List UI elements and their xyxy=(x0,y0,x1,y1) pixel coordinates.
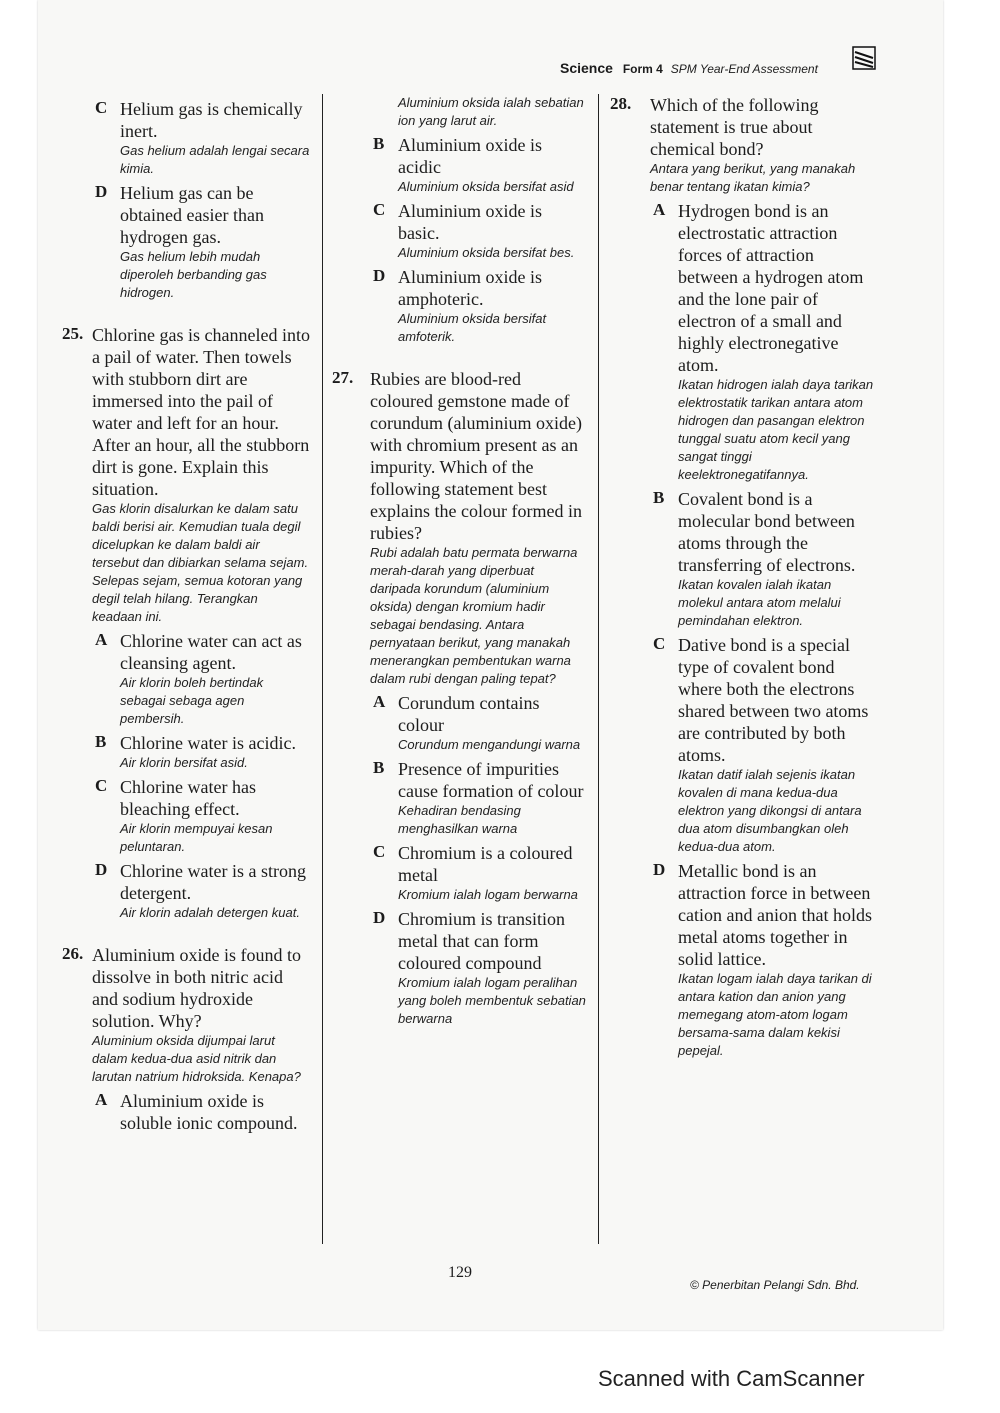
option-translation: Aluminium oksida ialah sebatian ion yang larut air. xyxy=(398,95,584,128)
question-translation: Antara yang berikut, yang manakah benar tentang ikatan kimia? xyxy=(650,161,856,194)
form-label: Form 4 xyxy=(622,62,663,76)
option-letter: D xyxy=(95,182,108,201)
question-text: Which of the following statement is true about chemical bond? xyxy=(650,95,819,159)
page-header xyxy=(560,60,818,76)
option-b[interactable] xyxy=(92,732,310,772)
option-translation: Corundum mengandungi warna xyxy=(398,737,581,752)
option-translation: Air klorin boleh bertindak sebagai sebaga agen pembersih. xyxy=(120,675,264,726)
option-translation: Gas helium lebih mudah diperoleh berbanding gas hidrogen. xyxy=(120,249,267,300)
assessment-label: SPM Year-End Assessment xyxy=(670,62,818,76)
question-translation: Aluminium oksida dijumpai larut dalam kedua-dua asid nitrik dan larutan natrium hidroksida. Kenapa? xyxy=(92,1033,301,1084)
question-number: 28. xyxy=(610,94,632,113)
option-text: Chromium is transition metal that can form coloured compound xyxy=(398,909,566,973)
option-text: Chlorine water can act as cleansing agent. xyxy=(120,631,302,673)
copyright-notice: © Penerbitan Pelangi Sdn. Bhd. xyxy=(690,1278,860,1292)
option-text: Chlorine water is acidic. xyxy=(120,733,296,753)
option-letter: D xyxy=(95,860,108,879)
option-c[interactable] xyxy=(370,200,586,262)
question-translation: Gas klorin disalurkan ke dalam satu baldi berisi air. Kemudian tuala degil dicelupkan ke dalam baldi air tersebut dan dibiarkan selama sejam. Selepas sejam, semua kotoran yang degil telah hilang. Terangkan keadaan ini. xyxy=(92,501,309,624)
option-d[interactable] xyxy=(92,860,310,922)
option-translation: Air klorin mempuyai kesan peluntaran. xyxy=(120,821,273,854)
option-translation: Kehadiran bendasing menghasilkan warna xyxy=(398,803,521,836)
option-translation: Ikatan logam ialah daya tarikan di antara kation dan anion yang memegang atom-atom logam bersama-sama dalam kekisi pepejal. xyxy=(678,971,872,1058)
option-translation: Ikatan kovalen ialah ikatan molekul antara atom melalui pemindahan elektron. xyxy=(678,577,841,628)
option-d[interactable] xyxy=(370,266,586,346)
option-text: Aluminium oxide is amphoteric. xyxy=(398,267,542,309)
option-letter: D xyxy=(373,266,386,285)
option-letter: C xyxy=(95,776,108,795)
option-text: Helium gas is chemically inert. xyxy=(120,99,303,141)
option-translation: Kromium ialah logam berwarna xyxy=(398,887,578,902)
option-letter: A xyxy=(95,1090,108,1109)
option-translation: Aluminium oksida bersifat asid xyxy=(398,179,574,194)
option-a[interactable] xyxy=(370,692,586,754)
question-text: Rubies are blood-red coloured gemstone made of corundum (aluminium oxide) with chromium present as an impurity. Which of the following statement best explains the colour formed in rubies? xyxy=(370,369,582,543)
option-letter: A xyxy=(373,692,386,711)
option-text: Presence of impurities cause formation of colour xyxy=(398,759,584,801)
option-a[interactable] xyxy=(92,630,310,728)
option-translation: Ikatan hidrogen ialah daya tarikan elektrostatik tarikan antara atom hidrogen dan pasangan elektron tunggal suatu atom kecil yang sangat tinggi keelektronegatifannya. xyxy=(678,377,874,482)
option-d[interactable] xyxy=(92,182,310,302)
option-text: Dative bond is a special type of covalent bond where both the electrons shared between two atoms are contributed by both atoms. xyxy=(678,635,869,765)
option-text: Aluminium oxide is soluble ionic compound. xyxy=(120,1091,298,1133)
option-letter: B xyxy=(653,488,665,507)
subject-label: Science xyxy=(560,60,613,76)
option-c[interactable] xyxy=(370,842,586,904)
page-number: 129 xyxy=(448,1264,472,1281)
option-letter: C xyxy=(95,98,108,117)
option-text: Helium gas can be obtained easier than hydrogen gas. xyxy=(120,183,264,247)
option-b[interactable] xyxy=(370,134,586,196)
option-a-continued xyxy=(370,94,586,130)
question-28 xyxy=(610,94,878,1060)
option-c[interactable] xyxy=(650,634,878,856)
column-2 xyxy=(332,94,586,1028)
question-25 xyxy=(62,324,310,922)
column-divider-1 xyxy=(322,94,323,1244)
column-1 xyxy=(62,94,310,1134)
question-text: Chlorine gas is channeled into a pail of water. Then towels with stubborn dirt are immersed into the pail of water and left for an hour. After an hour, all the stubborn dirt is gone. Explain this situation. xyxy=(92,325,310,499)
option-text: Hydrogen bond is an electrostatic attraction forces of attraction between a hydrogen atom and the lone pair of electron of a small and highly electronegative atom. xyxy=(678,201,864,375)
option-letter: B xyxy=(373,134,385,153)
option-letter: D xyxy=(653,860,666,879)
option-text: Corundum contains colour xyxy=(398,693,540,735)
option-translation: Aluminium oksida bersifat bes. xyxy=(398,245,575,260)
option-letter: A xyxy=(653,200,666,219)
option-letter: C xyxy=(373,200,386,219)
question-text: Aluminium oxide is found to dissolve in both nitric acid and sodium hydroxide solution. Why? xyxy=(92,945,301,1031)
option-translation: Air klorin bersifat asid. xyxy=(120,755,248,770)
option-letter: B xyxy=(373,758,385,777)
question-number: 27. xyxy=(332,368,354,387)
option-text: Covalent bond is a molecular bond between atoms through the transferring of electrons. xyxy=(678,489,856,575)
question-number: 26. xyxy=(62,944,84,963)
question-27 xyxy=(332,368,586,1028)
option-text: Aluminium oxide is acidic xyxy=(398,135,542,177)
option-translation: Ikatan datif ialah sejenis ikatan kovalen di mana kedua-dua elektron yang dikongsi di antara dua atom disumbangkan oleh kedua-dua atom. xyxy=(678,767,862,854)
scanner-watermark: Scanned with CamScanner xyxy=(598,1366,865,1391)
option-letter: A xyxy=(95,630,108,649)
option-translation: Gas helium adalah lengai secara kimia. xyxy=(120,143,310,176)
question-translation: Rubi adalah batu permata berwarna merah-darah yang diperbuat daripada korundum (aluminium oksida) dengan kromium hadir sebagai bendasing. Antara pernyataan berikut, yang manakah menerangkan pembentukan warna dalam rubi dengan paling tepat? xyxy=(370,545,578,686)
option-letter: C xyxy=(653,634,666,653)
option-text: Chromium is a coloured metal xyxy=(398,843,573,885)
option-letter: B xyxy=(95,732,107,751)
question-26 xyxy=(62,944,310,1134)
publisher-logo-icon xyxy=(852,46,876,70)
option-d[interactable] xyxy=(370,908,586,1028)
option-translation: Kromium ialah logam peralihan yang boleh membentuk sebatian berwarna xyxy=(398,975,586,1026)
column-3 xyxy=(610,94,878,1060)
option-letter: D xyxy=(373,908,386,927)
option-text: Metallic bond is an attraction force in between cation and anion that holds metal atoms together in solid lattice. xyxy=(678,861,872,969)
option-text: Chlorine water is a strong detergent. xyxy=(120,861,306,903)
option-letter: C xyxy=(373,842,386,861)
option-d[interactable] xyxy=(650,860,878,1060)
option-a[interactable] xyxy=(92,1090,310,1134)
option-a[interactable] xyxy=(650,200,878,484)
column-divider-2 xyxy=(598,94,599,1244)
option-c[interactable] xyxy=(92,776,310,856)
option-translation: Air klorin adalah detergen kuat. xyxy=(120,905,300,920)
option-c[interactable] xyxy=(92,98,310,178)
option-text: Chlorine water has bleaching effect. xyxy=(120,777,256,819)
option-translation: Aluminium oksida bersifat amfoterik. xyxy=(398,311,547,344)
option-b[interactable] xyxy=(650,488,878,630)
question-number: 25. xyxy=(62,324,84,343)
option-text: Aluminium oxide is basic. xyxy=(398,201,542,243)
option-b[interactable] xyxy=(370,758,586,838)
